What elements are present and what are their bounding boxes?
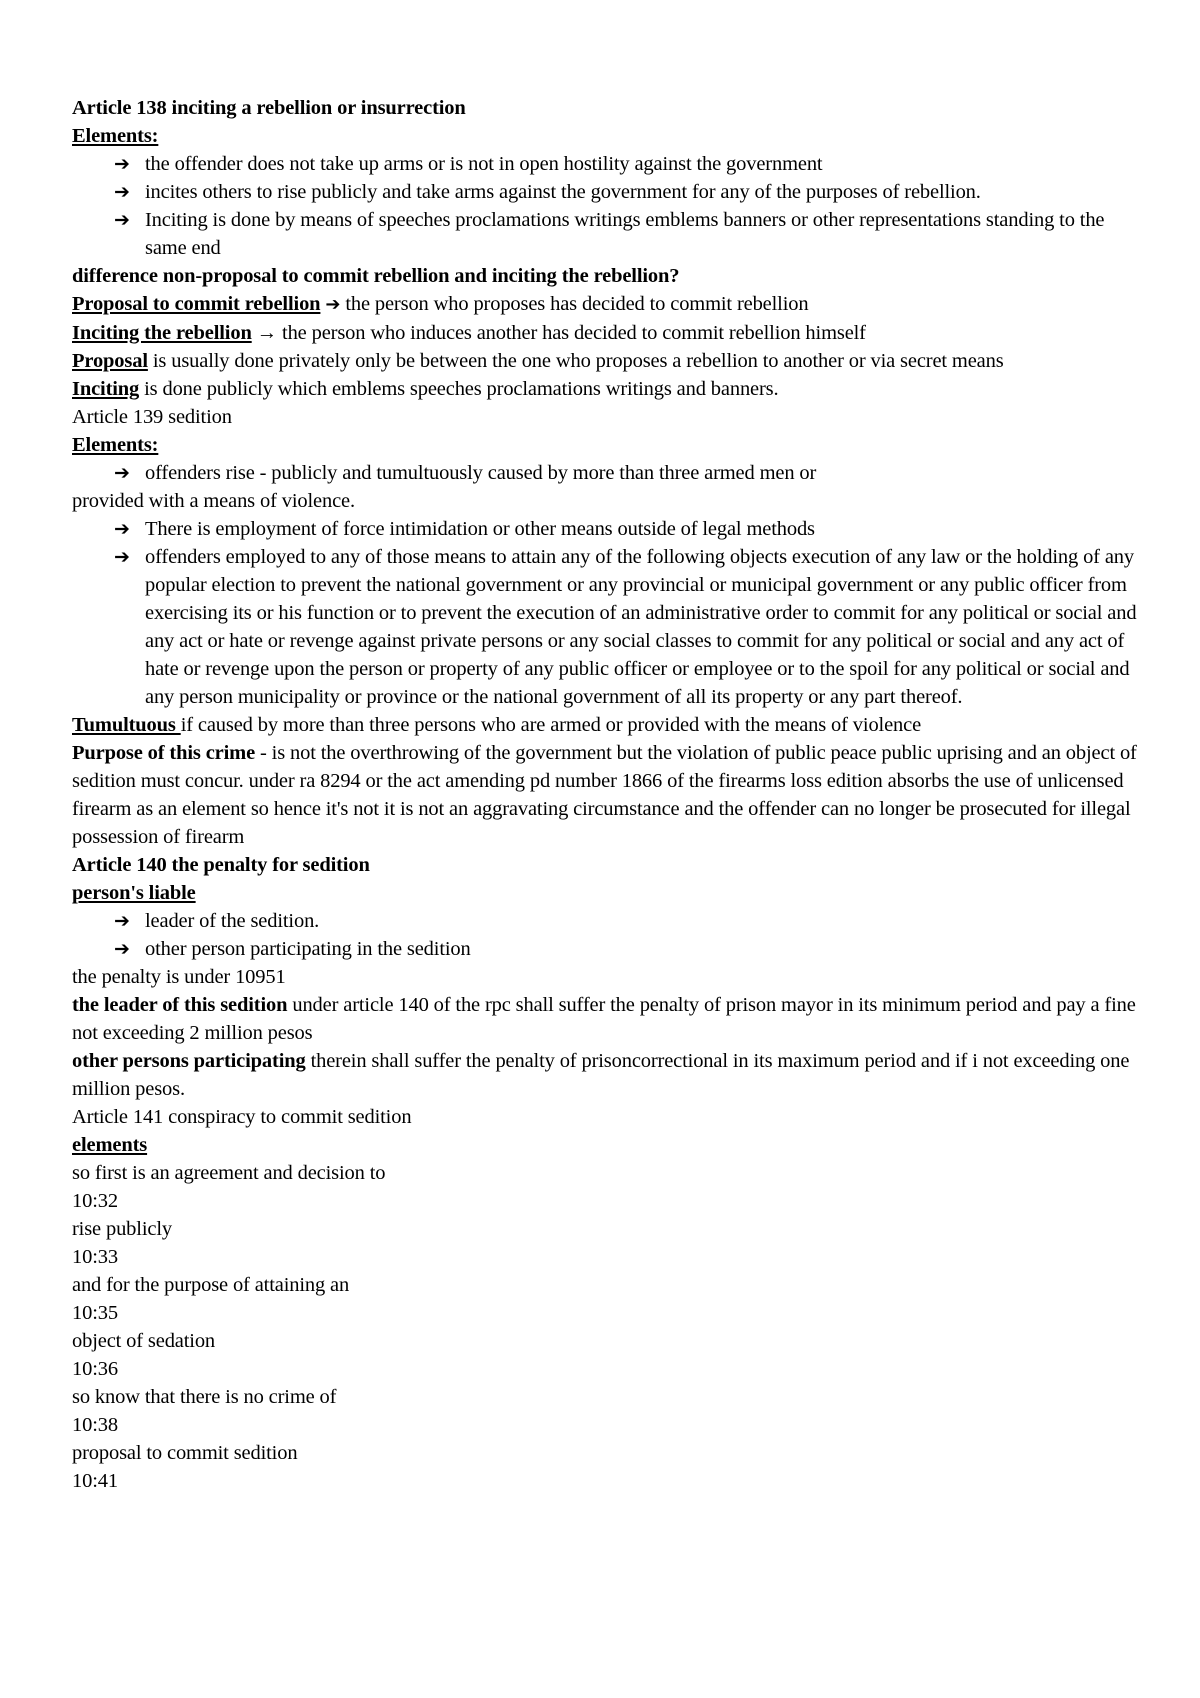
inciting-definition: Inciting the rebellion → the person who induces another has decided to commit rebellion himself xyxy=(72,322,866,344)
right-arrow-icon: ➔ xyxy=(114,462,130,484)
right-arrow-icon: ➔ xyxy=(114,518,130,540)
right-arrow-icon: ➔ xyxy=(325,294,341,315)
list-item: ➔ offenders rise - publicly and tumultuously caused by more than three armed men or xyxy=(72,459,1140,487)
transcript-line: so know that there is no crime of xyxy=(72,1386,337,1408)
timestamp: 10:32 xyxy=(72,1190,118,1212)
right-arrow-icon: ➔ xyxy=(114,938,130,960)
right-arrow-icon: ➔ xyxy=(114,546,130,568)
article-140-heading: Article 140 the penalty for sedition xyxy=(72,854,370,876)
proposal-definition: Proposal to commit rebellion ➔ the person who proposes has decided to commit rebellion xyxy=(72,293,809,315)
right-arrow-icon: ➔ xyxy=(114,153,130,175)
elements-label: Elements: xyxy=(72,434,159,456)
article-141-heading: Article 141 conspiracy to commit sedition xyxy=(72,1106,412,1128)
right-arrow-icon: ➔ xyxy=(114,910,130,932)
list-item: ➔ the offender does not take up arms or is not in open hostility against the government xyxy=(72,150,1140,178)
list-item: ➔ other person participating in the sedition xyxy=(72,935,1140,963)
elements-label: elements xyxy=(72,1134,148,1156)
transcript-line: and for the purpose of attaining an xyxy=(72,1274,350,1296)
liable-label: person's liable xyxy=(72,882,196,904)
difference-question: difference non-proposal to commit rebellion and inciting the rebellion? xyxy=(72,265,680,287)
list-item: ➔ offenders employed to any of those means to attain any of the following objects execution of any law or the holding of any popular election to prevent the national government or any provincial or municipal government or any public officer from exercising its or his function or to prevent the execution of an administrative order to commit for any political or social and any act or hate or revenge against private persons or any social classes to commit for any political or social and any act of hate or revenge upon the person or property of any public officer or employee or to the spoil for any political or social and any person municipality or province or the national government of all its property or any part thereof. xyxy=(72,543,1140,711)
transcript-line: proposal to commit sedition xyxy=(72,1442,298,1464)
article-139-heading: Article 139 sedition xyxy=(72,406,232,428)
penalty-line: the penalty is under 10951 xyxy=(72,966,286,988)
tumultuous-definition: Tumultuous if caused by more than three persons who are armed or provided with the means of violence xyxy=(72,714,922,736)
list-item: ➔ There is employment of force intimidation or other means outside of legal methods xyxy=(72,515,1140,543)
purpose-paragraph: Purpose of this crime - is not the overthrowing of the government but the violation of public peace public uprising and an object of sedition must concur. under ra 8294 or the act amending pd number 1866 of the firearms loss edition absorbs the use of unlicensed firearm as an element so hence it's not it is not an aggravating circumstance and the offender can no longer be prosecuted for illegal possession of firearm xyxy=(72,742,1137,848)
timestamp: 10:35 xyxy=(72,1302,118,1324)
list-item: ➔ Inciting is done by means of speeches proclamations writings emblems banners or other representations standing to the same end xyxy=(72,206,1140,262)
right-arrow-icon: ➔ xyxy=(114,209,130,231)
list-item-continuation: provided with a means of violence. xyxy=(72,490,355,512)
timestamp: 10:36 xyxy=(72,1358,118,1380)
timestamp: 10:38 xyxy=(72,1414,118,1436)
transcript-line: object of sedation xyxy=(72,1330,216,1352)
article-138-heading: Article 138 inciting a rebellion or insurrection xyxy=(72,97,466,119)
list-item: ➔ incites others to rise publicly and take arms against the government for any of the purposes of rebellion. xyxy=(72,178,1140,206)
inciting-note: Inciting is done publicly which emblems speeches proclamations writings and banners. xyxy=(72,378,779,400)
transcript-line: rise publicly xyxy=(72,1218,172,1240)
transcript-line: so first is an agreement and decision to xyxy=(72,1162,386,1184)
proposal-note: Proposal is usually done privately only be between the one who proposes a rebellion to another or via secret means xyxy=(72,350,1004,372)
list-item: ➔ leader of the sedition. xyxy=(72,907,1140,935)
right-arrow-icon: → xyxy=(256,322,278,344)
right-arrow-icon: ➔ xyxy=(114,181,130,203)
leader-penalty: the leader of this sedition under article 140 of the rpc shall suffer the penalty of prison mayor in its minimum period and pay a fine not exceeding 2 million pesos xyxy=(72,994,1136,1044)
elements-label: Elements: xyxy=(72,125,159,147)
timestamp: 10:41 xyxy=(72,1470,118,1492)
timestamp: 10:33 xyxy=(72,1246,118,1268)
others-penalty: other persons participating therein shall suffer the penalty of prisoncorrectional in its maximum period and if i not exceeding one million pesos. xyxy=(72,1050,1130,1100)
